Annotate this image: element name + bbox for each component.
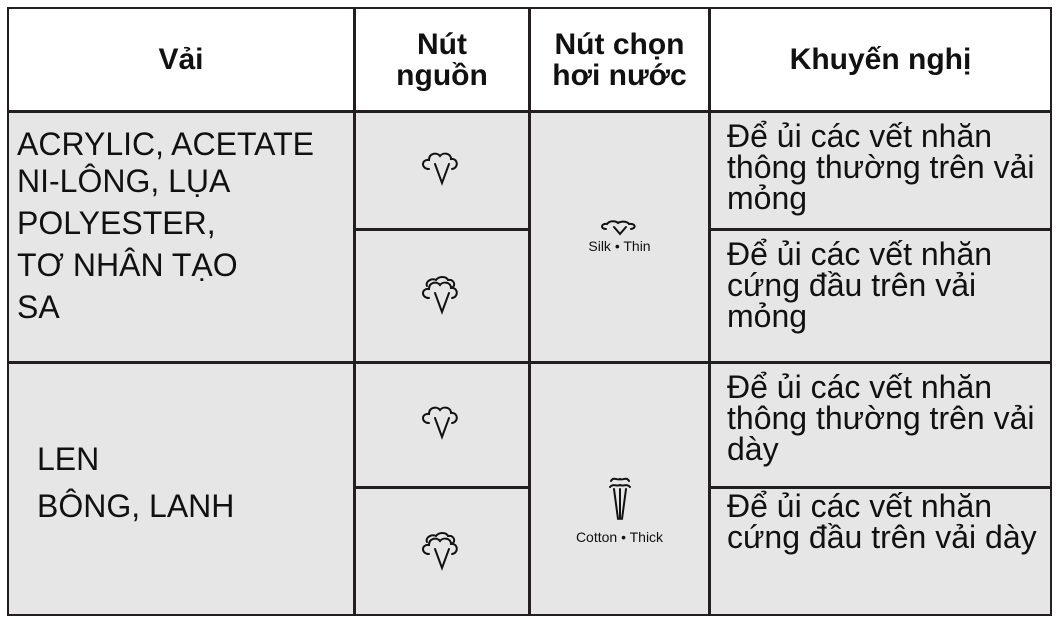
fabric-name: SA [17, 289, 60, 325]
recommendation-cell [709, 111, 1052, 230]
fabric-name: BÔNG, LANH [37, 488, 235, 524]
steam-label: Silk • Thin [588, 238, 651, 254]
steam-double-icon [415, 526, 469, 578]
fabric-cell-group-2 [7, 362, 355, 616]
steam-selector-cell [529, 111, 710, 363]
header-recommendation-label: Khuyến nghị [789, 43, 972, 76]
recommendation-text: Để ủi các vết nhăn thông thường trên vải dày [727, 369, 1035, 467]
steam-cotton-icon [605, 473, 635, 523]
fabric-name: POLYESTER, [17, 205, 216, 241]
header-recommendation [709, 7, 1052, 112]
header-fabric-label: Vải [158, 43, 204, 76]
header-steam-button [529, 7, 710, 112]
fabric-name: LEN [37, 441, 100, 477]
header-steam-label: Nút chọn hơi nước [552, 27, 687, 92]
power-cell [354, 362, 530, 488]
recommendation-cell [709, 487, 1052, 616]
fabric-cell-group-1 [7, 111, 355, 363]
steam-selector-cell [529, 362, 710, 616]
fabric-name: NI-LÔNG, LỤA [17, 163, 231, 199]
fabric-name: TƠ NHÂN TẠO [17, 247, 238, 283]
header-power-button [354, 7, 530, 112]
fabric-name: ACRYLIC, ACETATE [17, 126, 314, 162]
steam-double-icon [415, 270, 469, 322]
steam-single-icon [415, 149, 469, 193]
header-fabric [7, 7, 355, 112]
recommendation-text: Để ủi các vết nhăn cứng đầu trên vải mỏng [727, 236, 993, 334]
power-cell [354, 487, 530, 616]
header-power-label: Nút nguồn [396, 27, 488, 92]
recommendation-text: Để ủi các vết nhăn cứng đầu trên vải dày [727, 488, 1037, 555]
recommendation-text: Để ủi các vết nhăn thông thường trên vải mỏng [727, 118, 1035, 216]
recommendation-cell [709, 362, 1052, 488]
power-cell [354, 229, 530, 363]
steam-label: Cotton • Thick [575, 529, 664, 545]
steam-single-icon [415, 403, 469, 447]
power-cell [354, 111, 530, 230]
steam-silk-icon [598, 220, 642, 238]
recommendation-cell [709, 229, 1052, 363]
